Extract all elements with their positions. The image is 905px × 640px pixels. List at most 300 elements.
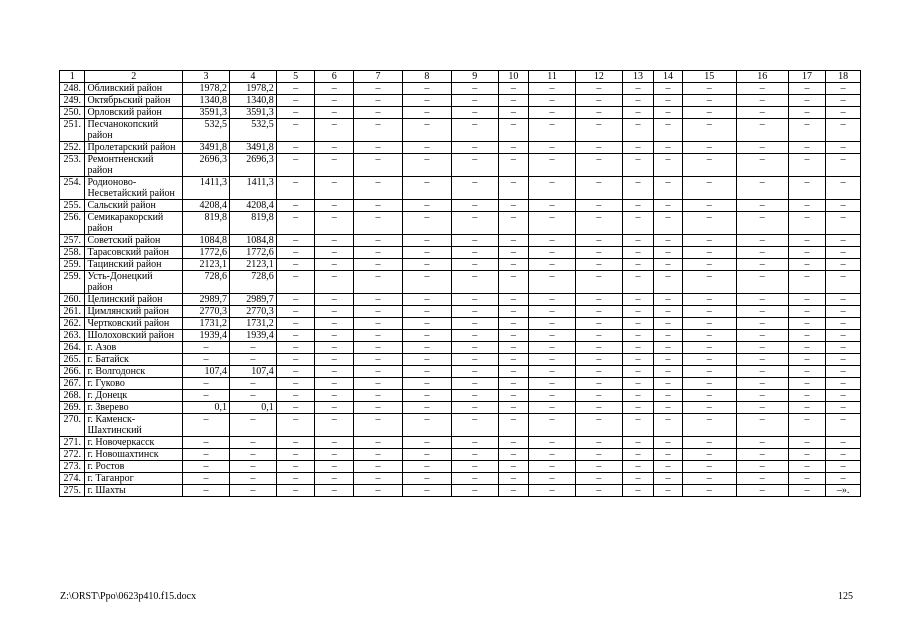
empty-value-dash: – <box>402 366 451 378</box>
empty-value-dash: – <box>451 378 498 390</box>
empty-value-dash: – <box>315 378 354 390</box>
row-number: 261. <box>60 306 85 318</box>
empty-value-dash: – <box>276 354 315 366</box>
empty-value-dash: – <box>451 83 498 95</box>
empty-value-dash: – <box>451 437 498 449</box>
value-col-4: 532,5 <box>229 119 276 142</box>
row-name: г. Таганрог <box>85 473 183 485</box>
column-number-header: 5 <box>276 71 315 83</box>
value-col-4: 1939,4 <box>229 330 276 342</box>
empty-value-dash: – <box>315 271 354 294</box>
empty-value-dash: – <box>451 212 498 235</box>
row-name: Цимлянский район <box>85 306 183 318</box>
row-number: 259. <box>60 259 85 271</box>
column-number-header: 3 <box>183 71 230 83</box>
empty-value-dash: – <box>315 200 354 212</box>
row-name: г. Ростов <box>85 461 183 473</box>
empty-value-dash: – <box>736 366 788 378</box>
empty-value-dash: – <box>451 95 498 107</box>
empty-value-dash: – <box>788 342 826 354</box>
empty-value-dash: – <box>276 378 315 390</box>
empty-value-dash: – <box>654 83 682 95</box>
empty-value-dash: – <box>575 83 622 95</box>
empty-value-dash: – <box>575 402 622 414</box>
empty-value-dash: – <box>575 473 622 485</box>
table-row <box>60 212 861 235</box>
empty-value-dash: – <box>354 449 403 461</box>
value-col-3: 1939,4 <box>183 330 230 342</box>
empty-value-dash: – <box>498 235 529 247</box>
empty-value-dash: – <box>354 473 403 485</box>
empty-value-dash: – <box>682 154 736 177</box>
empty-value-dash: – <box>498 154 529 177</box>
row-name: г. Гуково <box>85 378 183 390</box>
value-col-3: 1340,8 <box>183 95 230 107</box>
empty-value-dash: – <box>826 107 861 119</box>
row-name: г. Шахты <box>85 485 183 497</box>
empty-value-dash: – <box>402 473 451 485</box>
empty-value-dash: – <box>354 342 403 354</box>
empty-value-dash: – <box>788 271 826 294</box>
empty-value-dash: – <box>529 107 576 119</box>
value-col-4: 728,6 <box>229 271 276 294</box>
empty-value-dash: – <box>315 107 354 119</box>
value-col-4: 2989,7 <box>229 294 276 306</box>
row-name: г. Новошахтинск <box>85 449 183 461</box>
empty-value-dash: – <box>529 354 576 366</box>
empty-value-dash: – <box>451 200 498 212</box>
empty-value-dash: – <box>315 461 354 473</box>
footer-file-path: Z:\ORST\Ppo\0623p410.f15.docx <box>60 591 197 602</box>
data-table <box>59 70 861 497</box>
empty-value-dash: – <box>402 449 451 461</box>
empty-value-dash: – <box>788 200 826 212</box>
table-row <box>60 366 861 378</box>
column-number-header: 16 <box>736 71 788 83</box>
empty-value-dash: – <box>354 83 403 95</box>
empty-value-dash: – <box>654 259 682 271</box>
value-col-4: – <box>229 378 276 390</box>
empty-value-dash: – <box>402 378 451 390</box>
empty-value-dash: – <box>682 259 736 271</box>
row-name: г. Новочеркасск <box>85 437 183 449</box>
empty-value-dash: – <box>276 318 315 330</box>
value-col-3: – <box>183 414 230 437</box>
empty-value-dash: – <box>315 212 354 235</box>
table-row <box>60 354 861 366</box>
empty-value-dash: – <box>682 235 736 247</box>
table-row <box>60 330 861 342</box>
empty-value-dash: – <box>788 402 826 414</box>
empty-value-dash: – <box>654 414 682 437</box>
empty-value-dash: – <box>529 414 576 437</box>
closing-mark: –». <box>826 485 861 497</box>
empty-value-dash: – <box>498 390 529 402</box>
column-number-header: 1 <box>60 71 85 83</box>
empty-value-dash: – <box>622 402 654 414</box>
column-number-header: 6 <box>315 71 354 83</box>
empty-value-dash: – <box>354 142 403 154</box>
value-col-4: – <box>229 354 276 366</box>
empty-value-dash: – <box>682 271 736 294</box>
empty-value-dash: – <box>654 247 682 259</box>
empty-value-dash: – <box>682 366 736 378</box>
row-number: 256. <box>60 212 85 235</box>
empty-value-dash: – <box>788 449 826 461</box>
value-col-3: 1084,8 <box>183 235 230 247</box>
empty-value-dash: – <box>788 390 826 402</box>
empty-value-dash: – <box>736 473 788 485</box>
column-number-header: 7 <box>354 71 403 83</box>
value-col-3: 1731,2 <box>183 318 230 330</box>
empty-value-dash: – <box>826 437 861 449</box>
empty-value-dash: – <box>575 461 622 473</box>
table-row <box>60 235 861 247</box>
value-col-3: 1978,2 <box>183 83 230 95</box>
column-number-header: 18 <box>826 71 861 83</box>
row-name: г. Азов <box>85 342 183 354</box>
empty-value-dash: – <box>276 342 315 354</box>
empty-value-dash: – <box>654 390 682 402</box>
empty-value-dash: – <box>276 83 315 95</box>
empty-value-dash: – <box>402 437 451 449</box>
empty-value-dash: – <box>451 294 498 306</box>
empty-value-dash: – <box>451 414 498 437</box>
value-col-3: 2770,3 <box>183 306 230 318</box>
row-name: Целинский район <box>85 294 183 306</box>
empty-value-dash: – <box>826 83 861 95</box>
row-number: 249. <box>60 95 85 107</box>
empty-value-dash: – <box>622 142 654 154</box>
empty-value-dash: – <box>654 366 682 378</box>
empty-value-dash: – <box>498 142 529 154</box>
empty-value-dash: – <box>682 247 736 259</box>
column-number-header: 14 <box>654 71 682 83</box>
empty-value-dash: – <box>826 235 861 247</box>
empty-value-dash: – <box>622 294 654 306</box>
value-col-3: 4208,4 <box>183 200 230 212</box>
empty-value-dash: – <box>736 271 788 294</box>
value-col-3: – <box>183 461 230 473</box>
empty-value-dash: – <box>826 366 861 378</box>
empty-value-dash: – <box>575 119 622 142</box>
empty-value-dash: – <box>575 414 622 437</box>
value-col-4: – <box>229 437 276 449</box>
empty-value-dash: – <box>736 461 788 473</box>
row-name: Сальский район <box>85 200 183 212</box>
empty-value-dash: – <box>451 235 498 247</box>
value-col-3: 1411,3 <box>183 177 230 200</box>
empty-value-dash: – <box>575 235 622 247</box>
empty-value-dash: – <box>654 402 682 414</box>
empty-value-dash: – <box>826 271 861 294</box>
empty-value-dash: – <box>315 95 354 107</box>
empty-value-dash: – <box>575 330 622 342</box>
value-col-3: 819,8 <box>183 212 230 235</box>
empty-value-dash: – <box>451 366 498 378</box>
empty-value-dash: – <box>276 414 315 437</box>
empty-value-dash: – <box>622 378 654 390</box>
empty-value-dash: – <box>682 119 736 142</box>
empty-value-dash: – <box>498 449 529 461</box>
empty-value-dash: – <box>354 306 403 318</box>
empty-value-dash: – <box>315 449 354 461</box>
empty-value-dash: – <box>498 342 529 354</box>
empty-value-dash: – <box>276 235 315 247</box>
empty-value-dash: – <box>402 259 451 271</box>
empty-value-dash: – <box>736 177 788 200</box>
empty-value-dash: – <box>788 318 826 330</box>
empty-value-dash: – <box>575 200 622 212</box>
empty-value-dash: – <box>451 119 498 142</box>
empty-value-dash: – <box>315 342 354 354</box>
table-row <box>60 259 861 271</box>
empty-value-dash: – <box>451 177 498 200</box>
empty-value-dash: – <box>402 142 451 154</box>
empty-value-dash: – <box>498 366 529 378</box>
empty-value-dash: – <box>354 271 403 294</box>
empty-value-dash: – <box>276 402 315 414</box>
empty-value-dash: – <box>498 200 529 212</box>
value-col-3: 2989,7 <box>183 294 230 306</box>
value-col-4: 1772,6 <box>229 247 276 259</box>
table-row <box>60 95 861 107</box>
row-name: Родионово-Несветайский район <box>85 177 183 200</box>
row-number: 265. <box>60 354 85 366</box>
empty-value-dash: – <box>315 390 354 402</box>
row-number: 257. <box>60 235 85 247</box>
value-col-4: 1731,2 <box>229 318 276 330</box>
empty-value-dash: – <box>736 390 788 402</box>
empty-value-dash: – <box>826 473 861 485</box>
empty-value-dash: – <box>682 95 736 107</box>
empty-value-dash: – <box>826 342 861 354</box>
empty-value-dash: – <box>788 259 826 271</box>
empty-value-dash: – <box>276 330 315 342</box>
empty-value-dash: – <box>354 107 403 119</box>
row-number: 251. <box>60 119 85 142</box>
empty-value-dash: – <box>402 318 451 330</box>
empty-value-dash: – <box>402 154 451 177</box>
empty-value-dash: – <box>529 235 576 247</box>
row-number: 272. <box>60 449 85 461</box>
empty-value-dash: – <box>736 83 788 95</box>
empty-value-dash: – <box>788 212 826 235</box>
empty-value-dash: – <box>498 212 529 235</box>
empty-value-dash: – <box>682 485 736 497</box>
empty-value-dash: – <box>402 212 451 235</box>
empty-value-dash: – <box>529 378 576 390</box>
table-row <box>60 461 861 473</box>
empty-value-dash: – <box>354 154 403 177</box>
header-row <box>60 71 861 83</box>
empty-value-dash: – <box>498 318 529 330</box>
column-number-header: 8 <box>402 71 451 83</box>
value-col-4: 2123,1 <box>229 259 276 271</box>
empty-value-dash: – <box>354 119 403 142</box>
empty-value-dash: – <box>826 330 861 342</box>
empty-value-dash: – <box>451 330 498 342</box>
row-number: 260. <box>60 294 85 306</box>
empty-value-dash: – <box>788 414 826 437</box>
empty-value-dash: – <box>451 461 498 473</box>
empty-value-dash: – <box>498 177 529 200</box>
empty-value-dash: – <box>276 177 315 200</box>
empty-value-dash: – <box>654 461 682 473</box>
value-col-4: 4208,4 <box>229 200 276 212</box>
empty-value-dash: – <box>682 318 736 330</box>
empty-value-dash: – <box>354 330 403 342</box>
row-name: г. Волгодонск <box>85 366 183 378</box>
empty-value-dash: – <box>276 200 315 212</box>
empty-value-dash: – <box>622 354 654 366</box>
row-name: Шолоховский район <box>85 330 183 342</box>
row-number: 262. <box>60 318 85 330</box>
empty-value-dash: – <box>529 437 576 449</box>
table-row <box>60 142 861 154</box>
row-name: Песчанокопский район <box>85 119 183 142</box>
empty-value-dash: – <box>736 235 788 247</box>
empty-value-dash: – <box>451 318 498 330</box>
empty-value-dash: – <box>654 378 682 390</box>
empty-value-dash: – <box>451 142 498 154</box>
empty-value-dash: – <box>354 402 403 414</box>
value-col-3: 2696,3 <box>183 154 230 177</box>
empty-value-dash: – <box>354 212 403 235</box>
table-row <box>60 200 861 212</box>
empty-value-dash: – <box>451 390 498 402</box>
empty-value-dash: – <box>498 485 529 497</box>
empty-value-dash: – <box>402 342 451 354</box>
empty-value-dash: – <box>529 390 576 402</box>
empty-value-dash: – <box>736 378 788 390</box>
row-number: 250. <box>60 107 85 119</box>
value-col-4: 1978,2 <box>229 83 276 95</box>
empty-value-dash: – <box>276 95 315 107</box>
value-col-3: – <box>183 378 230 390</box>
empty-value-dash: – <box>826 259 861 271</box>
table-row <box>60 154 861 177</box>
empty-value-dash: – <box>315 437 354 449</box>
value-col-3: – <box>183 473 230 485</box>
empty-value-dash: – <box>682 354 736 366</box>
empty-value-dash: – <box>402 119 451 142</box>
empty-value-dash: – <box>788 461 826 473</box>
empty-value-dash: – <box>575 342 622 354</box>
row-name: г. Батайск <box>85 354 183 366</box>
empty-value-dash: – <box>402 294 451 306</box>
empty-value-dash: – <box>788 378 826 390</box>
value-col-4: 3491,8 <box>229 142 276 154</box>
empty-value-dash: – <box>736 200 788 212</box>
row-number: 258. <box>60 247 85 259</box>
empty-value-dash: – <box>402 83 451 95</box>
row-name: Обливский район <box>85 83 183 95</box>
empty-value-dash: – <box>682 200 736 212</box>
empty-value-dash: – <box>451 485 498 497</box>
empty-value-dash: – <box>654 154 682 177</box>
empty-value-dash: – <box>622 235 654 247</box>
empty-value-dash: – <box>354 200 403 212</box>
empty-value-dash: – <box>622 318 654 330</box>
empty-value-dash: – <box>826 154 861 177</box>
table-row <box>60 473 861 485</box>
empty-value-dash: – <box>788 95 826 107</box>
empty-value-dash: – <box>498 107 529 119</box>
value-col-3: 532,5 <box>183 119 230 142</box>
empty-value-dash: – <box>276 485 315 497</box>
empty-value-dash: – <box>529 294 576 306</box>
empty-value-dash: – <box>788 107 826 119</box>
empty-value-dash: – <box>826 200 861 212</box>
row-name: Орловский район <box>85 107 183 119</box>
empty-value-dash: – <box>498 378 529 390</box>
empty-value-dash: – <box>498 402 529 414</box>
empty-value-dash: – <box>529 306 576 318</box>
empty-value-dash: – <box>622 449 654 461</box>
table-row <box>60 271 861 294</box>
empty-value-dash: – <box>682 306 736 318</box>
empty-value-dash: – <box>622 437 654 449</box>
empty-value-dash: – <box>402 200 451 212</box>
empty-value-dash: – <box>622 414 654 437</box>
empty-value-dash: – <box>575 259 622 271</box>
empty-value-dash: – <box>529 200 576 212</box>
row-name: Пролетарский район <box>85 142 183 154</box>
empty-value-dash: – <box>451 306 498 318</box>
empty-value-dash: – <box>315 119 354 142</box>
table-row <box>60 247 861 259</box>
empty-value-dash: – <box>402 306 451 318</box>
empty-value-dash: – <box>575 485 622 497</box>
value-col-3: 107,4 <box>183 366 230 378</box>
empty-value-dash: – <box>354 259 403 271</box>
column-number-header: 13 <box>622 71 654 83</box>
empty-value-dash: – <box>736 330 788 342</box>
empty-value-dash: – <box>402 390 451 402</box>
empty-value-dash: – <box>788 119 826 142</box>
empty-value-dash: – <box>276 247 315 259</box>
empty-value-dash: – <box>788 330 826 342</box>
empty-value-dash: – <box>276 437 315 449</box>
value-col-4: – <box>229 485 276 497</box>
table-row <box>60 414 861 437</box>
empty-value-dash: – <box>654 473 682 485</box>
empty-value-dash: – <box>736 306 788 318</box>
empty-value-dash: – <box>276 259 315 271</box>
empty-value-dash: – <box>402 354 451 366</box>
empty-value-dash: – <box>622 83 654 95</box>
row-number: 270. <box>60 414 85 437</box>
empty-value-dash: – <box>682 212 736 235</box>
value-col-3: – <box>183 390 230 402</box>
empty-value-dash: – <box>622 473 654 485</box>
empty-value-dash: – <box>788 366 826 378</box>
empty-value-dash: – <box>826 119 861 142</box>
table-row <box>60 294 861 306</box>
empty-value-dash: – <box>354 294 403 306</box>
empty-value-dash: – <box>622 247 654 259</box>
empty-value-dash: – <box>529 342 576 354</box>
empty-value-dash: – <box>622 107 654 119</box>
empty-value-dash: – <box>529 461 576 473</box>
empty-value-dash: – <box>354 378 403 390</box>
empty-value-dash: – <box>826 212 861 235</box>
empty-value-dash: – <box>654 142 682 154</box>
empty-value-dash: – <box>529 330 576 342</box>
empty-value-dash: – <box>736 414 788 437</box>
empty-value-dash: – <box>736 318 788 330</box>
